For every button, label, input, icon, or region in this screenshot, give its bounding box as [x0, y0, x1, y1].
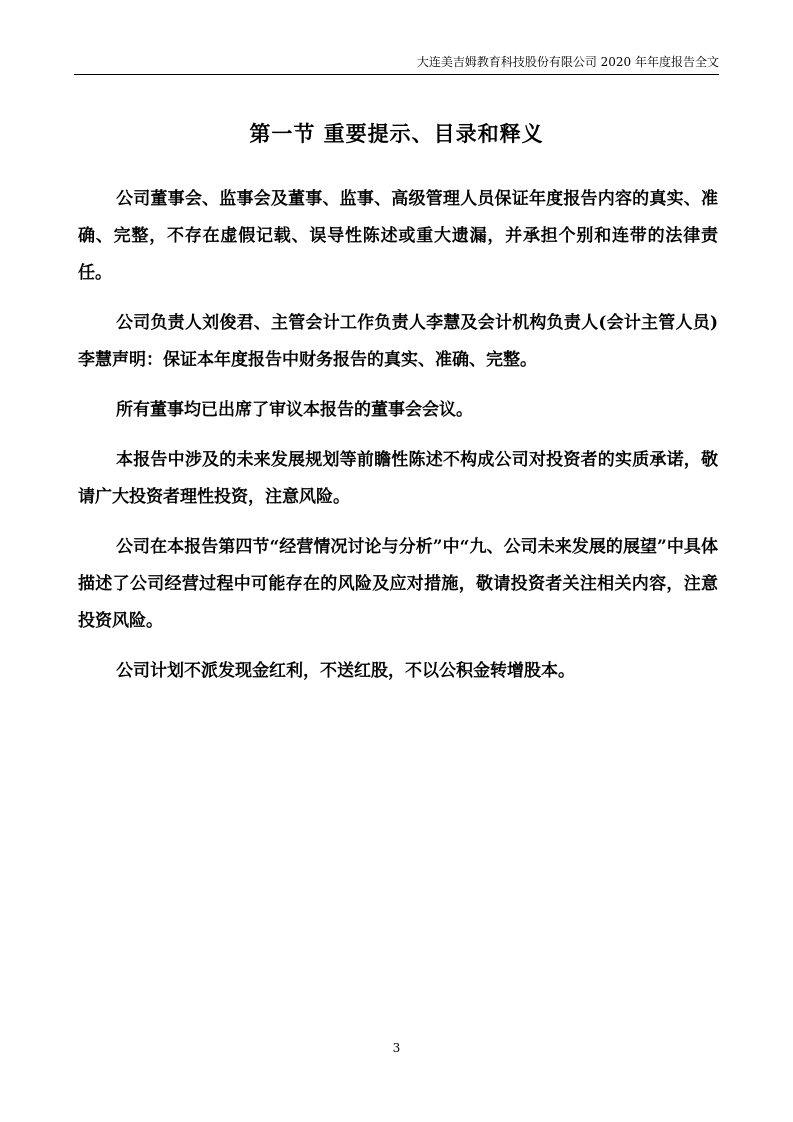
paragraph-officers-declaration: 公司负责人刘俊君、主管会计工作负责人李慧及会计机构负责人(会计主管人员)李慧声明：保证本年度报告中财务报告的真实、准确、完整。 [78, 313, 718, 370]
page-header [74, 54, 719, 75]
section-title: 第一节 重要提示、目录和释义 [249, 121, 544, 146]
paragraph-risk-reference: 公司在本报告第四节“经营情况讨论与分析”中“九、公司未来发展的展望”中具体描述了公司经营过程中可能存在的风险及应对措施，敬请投资者关注相关内容，注意投资风险。 [78, 537, 718, 631]
page-number: 3 [392, 1041, 401, 1055]
paragraph-forward-looking: 本报告中涉及的未来发展规划等前瞻性陈述不构成公司对投资者的实质承诺，敬请广大投资者理性投资，注意风险。 [78, 450, 718, 507]
paragraph-board-attendance: 所有董事均已出席了审议本报告的董事会会议。 [116, 400, 473, 420]
paragraph-dividend-plan: 公司计划不派发现金红利，不送红股，不以公积金转增股本。 [116, 661, 575, 681]
running-title: 大连美吉姆教育科技股份有限公司 2020 年年度报告全文 [416, 55, 719, 69]
paragraph-responsibility-statement: 公司董事会、监事会及董事、监事、高级管理人员保证年度报告内容的真实、准确、完整，不存在虚假记载、误导性陈述或重大遗漏，并承担个别和连带的法律责任。 [78, 189, 718, 283]
body-text [78, 181, 718, 703]
